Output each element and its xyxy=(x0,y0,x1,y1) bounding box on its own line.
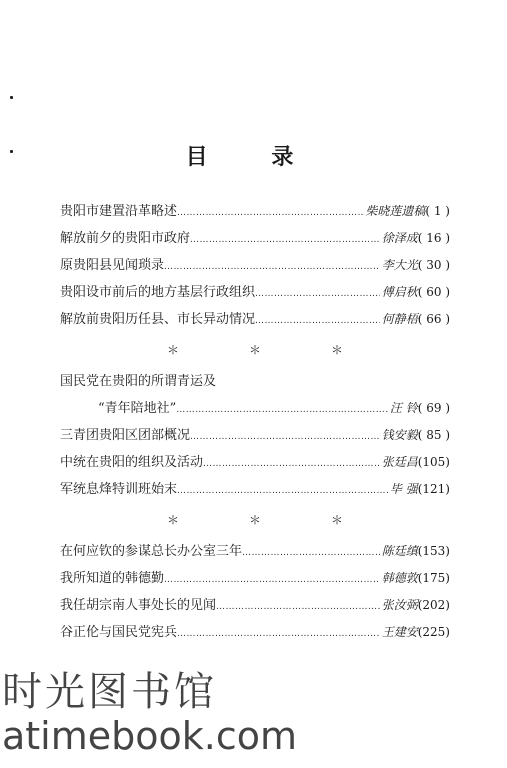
entry-author: 汪 铃 xyxy=(389,401,418,415)
dot-leader xyxy=(164,575,380,585)
toc-entry xyxy=(60,200,450,227)
entry-title: 谷正伦与国民党宪兵 xyxy=(60,625,178,640)
entry-page: (153) xyxy=(417,544,450,558)
entry-author: 陈廷缜 xyxy=(381,544,418,558)
entry-title: 我所知道的韩德勤 xyxy=(60,571,165,586)
table-of-contents xyxy=(60,200,450,648)
section-separator xyxy=(60,505,450,534)
entry-title: 贵阳设市前后的地方基层行政组织 xyxy=(60,285,256,300)
separator-star: ＊ xyxy=(331,343,344,357)
entry-author: 韩德敦 xyxy=(381,571,418,585)
dot-leader xyxy=(176,405,388,415)
entry-page: (121) xyxy=(417,482,450,496)
toc-entry xyxy=(60,451,450,478)
entry-title: 中统在贵阳的组织及活动 xyxy=(60,455,204,470)
toc-entry xyxy=(60,227,450,254)
entry-title: 解放前夕的贵阳市政府 xyxy=(60,231,191,246)
separator-star: ＊ xyxy=(331,513,344,527)
toc-entry xyxy=(60,424,450,451)
toc-entry xyxy=(60,540,450,567)
entry-title: 三青团贵阳区团部概况 xyxy=(60,428,191,443)
separator-star: ＊ xyxy=(166,513,179,527)
entry-title: 我任胡宗南人事处长的见闻 xyxy=(60,598,217,613)
separator-star: ＊ xyxy=(248,343,261,357)
entry-title: 贵阳市建置沿革略述 xyxy=(60,204,178,219)
toc-entry-title-line: 国民党在贵阳的所谓青运及 xyxy=(60,374,217,389)
toc-entry xyxy=(60,594,450,621)
dot-leader xyxy=(255,316,380,326)
entry-author: 毕 强 xyxy=(389,482,418,496)
entry-page: (175) xyxy=(417,571,450,585)
entry-page: (202) xyxy=(417,598,450,612)
toc-entry xyxy=(60,281,450,308)
toc-entry xyxy=(60,308,450,335)
dot-leader xyxy=(216,602,380,612)
entry-title: 在何应钦的参谋总长办公室三年 xyxy=(60,544,243,559)
entry-author: 李大光 xyxy=(381,258,418,272)
watermark-text: 时光图书馆 xyxy=(2,669,217,715)
entry-author: 徐泽成 xyxy=(381,231,418,245)
page-title: 目 录 xyxy=(185,144,322,170)
separator-star: ＊ xyxy=(248,513,261,527)
entry-title: 军统息烽特训班始末 xyxy=(60,482,178,497)
scan-speck xyxy=(10,96,13,99)
section-separator xyxy=(60,335,450,364)
entry-author: 钱安毅 xyxy=(381,428,418,442)
entry-page: ( 69 ) xyxy=(417,401,450,415)
dot-leader xyxy=(190,235,380,245)
dot-leader xyxy=(255,289,380,299)
entry-author: 张汝弼 xyxy=(381,598,418,612)
entry-author: 何静梧 xyxy=(381,312,418,326)
entry-page: ( 1 ) xyxy=(425,204,450,218)
entry-title: “青年陪地社” xyxy=(98,401,177,416)
toc-entry xyxy=(60,254,450,281)
entry-author: 傅启秋 xyxy=(381,285,418,299)
dot-leader xyxy=(177,208,363,218)
toc-entry xyxy=(60,397,450,424)
entry-page: ( 66 ) xyxy=(417,312,450,326)
entry-author: 柴晓莲遗稿 xyxy=(365,204,426,218)
entry-title: 解放前贵阳历任县、市长异动情况 xyxy=(60,312,256,327)
entry-page: ( 60 ) xyxy=(417,285,450,299)
entry-author: 王建安 xyxy=(381,625,418,639)
entry-page: ( 16 ) xyxy=(417,231,450,245)
dot-leader xyxy=(177,629,380,639)
separator-star: ＊ xyxy=(166,343,179,357)
entry-page: (105) xyxy=(417,455,450,469)
toc-entry xyxy=(60,567,450,594)
entry-page: ( 30 ) xyxy=(417,258,450,272)
entry-author: 张廷昌 xyxy=(381,455,418,469)
watermark-url: atimebook.com xyxy=(2,714,298,758)
dot-leader xyxy=(164,262,380,272)
toc-entry xyxy=(60,478,450,505)
entry-page: (225) xyxy=(417,625,450,639)
entry-title: 原贵阳县见闻琐录 xyxy=(60,258,165,273)
dot-leader xyxy=(242,548,380,558)
toc-entry xyxy=(60,621,450,648)
entry-page: ( 85 ) xyxy=(417,428,450,442)
dot-leader xyxy=(190,432,380,442)
dot-leader xyxy=(203,459,380,469)
dot-leader xyxy=(177,486,388,496)
